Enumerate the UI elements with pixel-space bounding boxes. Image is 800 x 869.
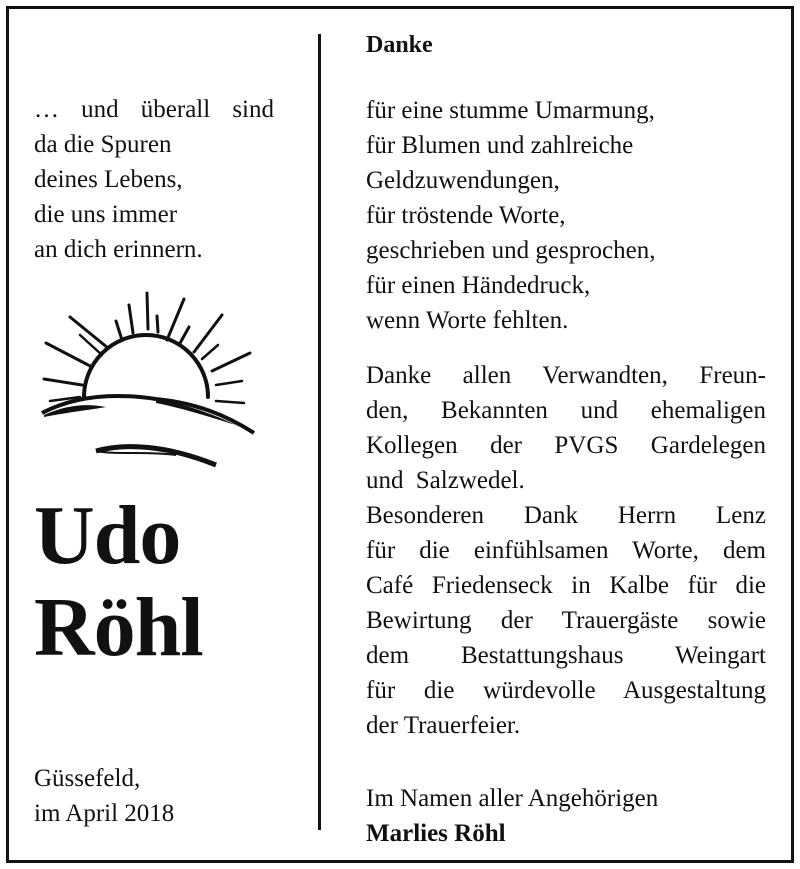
poem-line: da die Spuren [34,131,172,158]
thanks-heading: Danke [366,32,433,58]
thanks-line: wenn Worte fehlten. [366,307,569,334]
poem-line: die uns immer [34,201,178,228]
memorial-poem [34,92,274,267]
thanks-block-2 [366,358,766,743]
place: Güssefeld, [34,765,141,792]
thanks-line: den, Bekannten und ehemaligen [366,397,766,424]
thanks-line: und Salzwedel. [366,467,525,494]
signer-name: Marlies Röhl [366,820,506,847]
sunset-illustration [36,285,256,475]
thanks-column [366,28,766,851]
thanks-line: für tröstende Worte, [366,202,566,229]
thanks-block-1 [366,93,766,338]
thanks-line: Geldzuwendungen, [366,167,560,194]
date: im April 2018 [34,800,175,827]
thanks-line: für die würdevolle Ausgestaltung [366,677,766,704]
thanks-line: für die einfühlsamen Worte, dem [366,537,766,564]
deceased-name [34,490,203,674]
thanks-line: dem Bestattungshaus Weingart [366,642,766,669]
thanks-line: für Blumen und zahlreiche [366,132,634,159]
column-divider [318,34,321,830]
poem-line: … und überall sind [34,96,274,123]
thanks-line: Kollegen der PVGS Gardelegen [366,432,766,459]
thanks-line: Besonderen Dank Herrn Lenz [366,502,766,529]
poem-line: deines Lebens, [34,166,183,193]
poem-line: an dich erinnern. [34,236,203,263]
thanks-line: der Trauerfeier. [366,712,521,739]
thanks-line: Danke allen Verwandten, Freun- [366,362,766,389]
thanks-line: Café Friedenseck in Kalbe für die [366,572,766,599]
first-name: Udo [34,489,181,582]
on-behalf-text: Im Namen aller Angehörigen [366,785,659,812]
thanks-line: geschrieben und gesprochen, [366,237,656,264]
thanks-line: für eine stumme Umarmung, [366,97,655,124]
last-name: Röhl [34,581,203,674]
place-and-date [34,761,174,831]
thanks-line: Bewirtung der Trauergäste sowie [366,607,766,634]
thanks-line: für einen Händedruck, [366,272,591,299]
